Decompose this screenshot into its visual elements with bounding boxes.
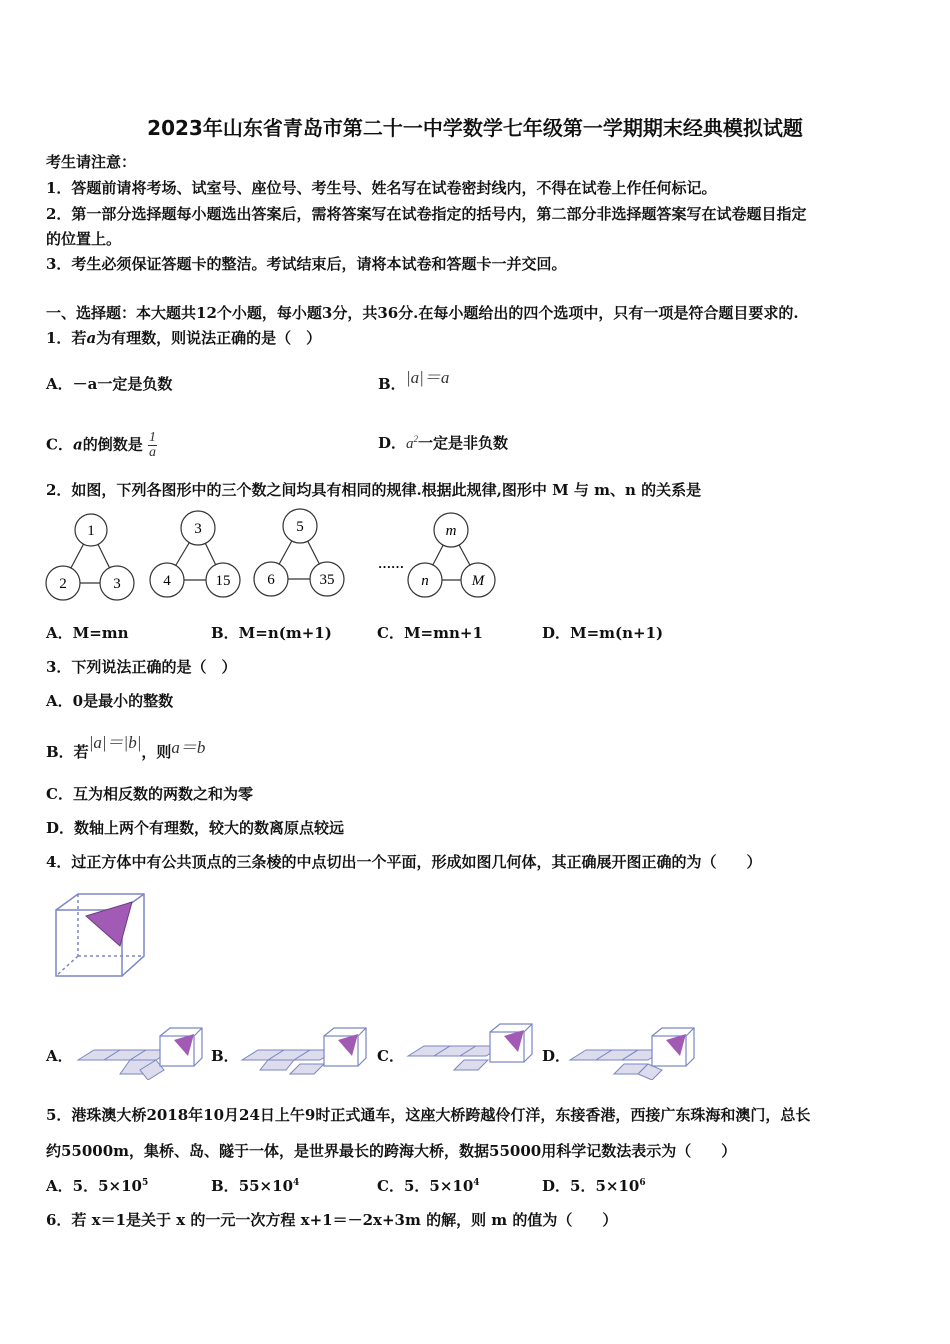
- q1-option-c: [46, 431, 157, 460]
- q5-option-b-base: 55×10: [238, 1177, 294, 1195]
- q4-net-d: [566, 1024, 696, 1080]
- q2-fig3-right: 35: [319, 572, 335, 588]
- q1-option-a-label: A．: [46, 375, 73, 393]
- page-title: 2023年山东省青岛市第二十一中学数学七年级第一学期期末经典模拟试题: [147, 116, 803, 140]
- q1-option-c-text: 的倒数是: [82, 435, 143, 454]
- q5-option-a: [46, 1175, 148, 1196]
- q5-option-c-label: C．: [377, 1177, 404, 1195]
- q4-option-b-label: B．: [211, 1047, 239, 1065]
- q1-stem: [46, 327, 321, 348]
- q1-stem-var: a: [86, 329, 97, 347]
- q5-option-d-exponent: 6: [639, 1178, 646, 1188]
- q4-option-d-label: D．: [542, 1047, 571, 1065]
- q5-stem-line-2: 约55000m，集桥、岛、隧于一体，是世界最长的跨海大桥，数据55000用科学记数法表示为（ ）: [46, 1142, 737, 1160]
- q1-option-d-text: 一定是非负数: [418, 434, 509, 452]
- q2-fig2-top: 3: [194, 521, 202, 537]
- q3-option-b-mid: ，则: [141, 743, 172, 761]
- q2-figure: [40, 508, 510, 608]
- notice-line-2a: 2．第一部分选择题每小题选出答案后，需将答案写在试卷指定的括号内，第二部分非选择题答案写在试卷题目指定: [46, 205, 807, 223]
- fraction-numerator: 1: [148, 430, 156, 445]
- q1-option-a: [46, 373, 172, 394]
- q4-stem: 4．过正方体中有公共顶点的三条棱的中点切出一个平面，形成如图几何体，其正确展开图正确的为（ ）: [46, 853, 762, 871]
- q5-option-c-base: 5．5×10: [403, 1177, 474, 1195]
- q2-option-a: A．M=mn: [46, 624, 129, 642]
- notice-line-1: 1．答题前请将考场、试室号、座位号、考生号、姓名写在试卷密封线内，不得在试卷上作任何标记。: [46, 179, 717, 197]
- q2-fig3-left: 6: [267, 572, 275, 588]
- q5-option-c: [377, 1175, 480, 1196]
- q4-net-c: [404, 1020, 534, 1076]
- q1-option-c-label: C．: [46, 435, 73, 454]
- q1-option-d-label: D．: [378, 434, 407, 452]
- q2-stem: 2．如图，下列各图形中的三个数之间均具有相同的规律.根据此规律,图形中 M 与 m、n 的关系是: [46, 481, 702, 499]
- q2-fig2-left: 4: [163, 573, 171, 589]
- q4-cube-figure: [48, 890, 148, 982]
- q4-net-a: [74, 1024, 204, 1080]
- q2-fig4-left: n: [421, 573, 429, 589]
- q2-fig1-right: 3: [113, 576, 121, 592]
- q2-fig1-top: 1: [87, 523, 95, 539]
- q2-option-b: B．M=n(m+1): [211, 624, 332, 642]
- q1-option-d: [378, 432, 508, 453]
- q5-option-b-exponent: 4: [293, 1178, 300, 1188]
- q1-option-b-math: |a|＝a: [406, 368, 450, 387]
- q4-net-b: [238, 1024, 368, 1080]
- q1-option-d-exponent: 2: [413, 434, 419, 444]
- q3-option-c: C．互为相反数的两数之和为零: [46, 785, 253, 803]
- q3-option-b-result: a＝b: [171, 738, 206, 757]
- notice-line-2b: 的位置上。: [46, 230, 122, 248]
- q5-option-b-label: B．: [211, 1177, 239, 1195]
- q2-ellipsis: ……: [378, 556, 404, 571]
- q5-option-a-exponent: 5: [141, 1178, 149, 1188]
- notice-line-3: 3．考生必须保证答题卡的整洁。考试结束后，请将本试卷和答题卡一并交回。: [46, 255, 567, 273]
- q5-option-a-base: 5．5×10: [72, 1177, 142, 1195]
- section-heading: 一、选择题：本大题共12个小题，每小题3分，共36分.在每小题给出的四个选项中，只有一项是符合题目要求的.: [46, 304, 799, 322]
- q3-stem: 3．下列说法正确的是（ ）: [46, 658, 237, 676]
- q1-option-c-var: a: [72, 435, 83, 454]
- q1-option-a-text: －a一定是负数: [72, 375, 173, 393]
- q2-option-c: C．M=mn+1: [377, 624, 483, 642]
- q5-option-d-base: 5．5×10: [570, 1177, 640, 1195]
- q1-option-c-fraction: [148, 431, 157, 460]
- q1-stem-pre: 1．若: [46, 329, 87, 347]
- q2-fig1-left: 2: [59, 576, 67, 592]
- q5-option-b: [211, 1175, 299, 1196]
- q3-option-d: D．数轴上两个有理数，较大的数离原点较远: [46, 819, 345, 837]
- q5-stem-line-1: 5．港珠澳大桥2018年10月24日上午9时正式通车，这座大桥跨越伶仃洋，东接香港，西接广东珠海和澳门，总长: [46, 1106, 811, 1124]
- q4-cut-triangle: [86, 902, 132, 946]
- q2-option-d: D．M=m(n+1): [542, 624, 664, 642]
- q1-option-b-label: B．: [378, 375, 406, 393]
- q6-stem: 6．若 x＝1是关于 x 的一元一次方程 x+1＝－2x+3m 的解，则 m 的值为（ ）: [46, 1211, 618, 1229]
- q4-option-c-label: C．: [377, 1047, 404, 1065]
- q3-option-a: A．0是最小的整数: [46, 692, 174, 710]
- q5-option-a-label: A．: [46, 1177, 73, 1195]
- q3-option-b-label: B．若: [46, 743, 89, 761]
- q2-fig2-right: 15: [215, 573, 231, 589]
- q1-option-d-base: a: [406, 436, 414, 452]
- q2-fig4-top: m: [445, 523, 457, 539]
- q1-stem-post: 为有理数，则说法正确的是（ ）: [96, 329, 322, 347]
- q2-fig3-top: 5: [296, 519, 304, 535]
- q5-option-c-exponent: 4: [473, 1178, 480, 1188]
- notice-heading: 考生请注意：: [46, 153, 137, 171]
- q5-option-d-label: D．: [542, 1177, 571, 1195]
- q2-fig4-right: M: [471, 573, 485, 589]
- q4-option-a-label: A．: [46, 1047, 73, 1065]
- fraction-denominator: a: [148, 445, 156, 460]
- q3-option-b: [46, 733, 206, 762]
- q3-option-b-condition: |a|＝|b|: [88, 733, 142, 752]
- q5-option-d: [542, 1175, 646, 1196]
